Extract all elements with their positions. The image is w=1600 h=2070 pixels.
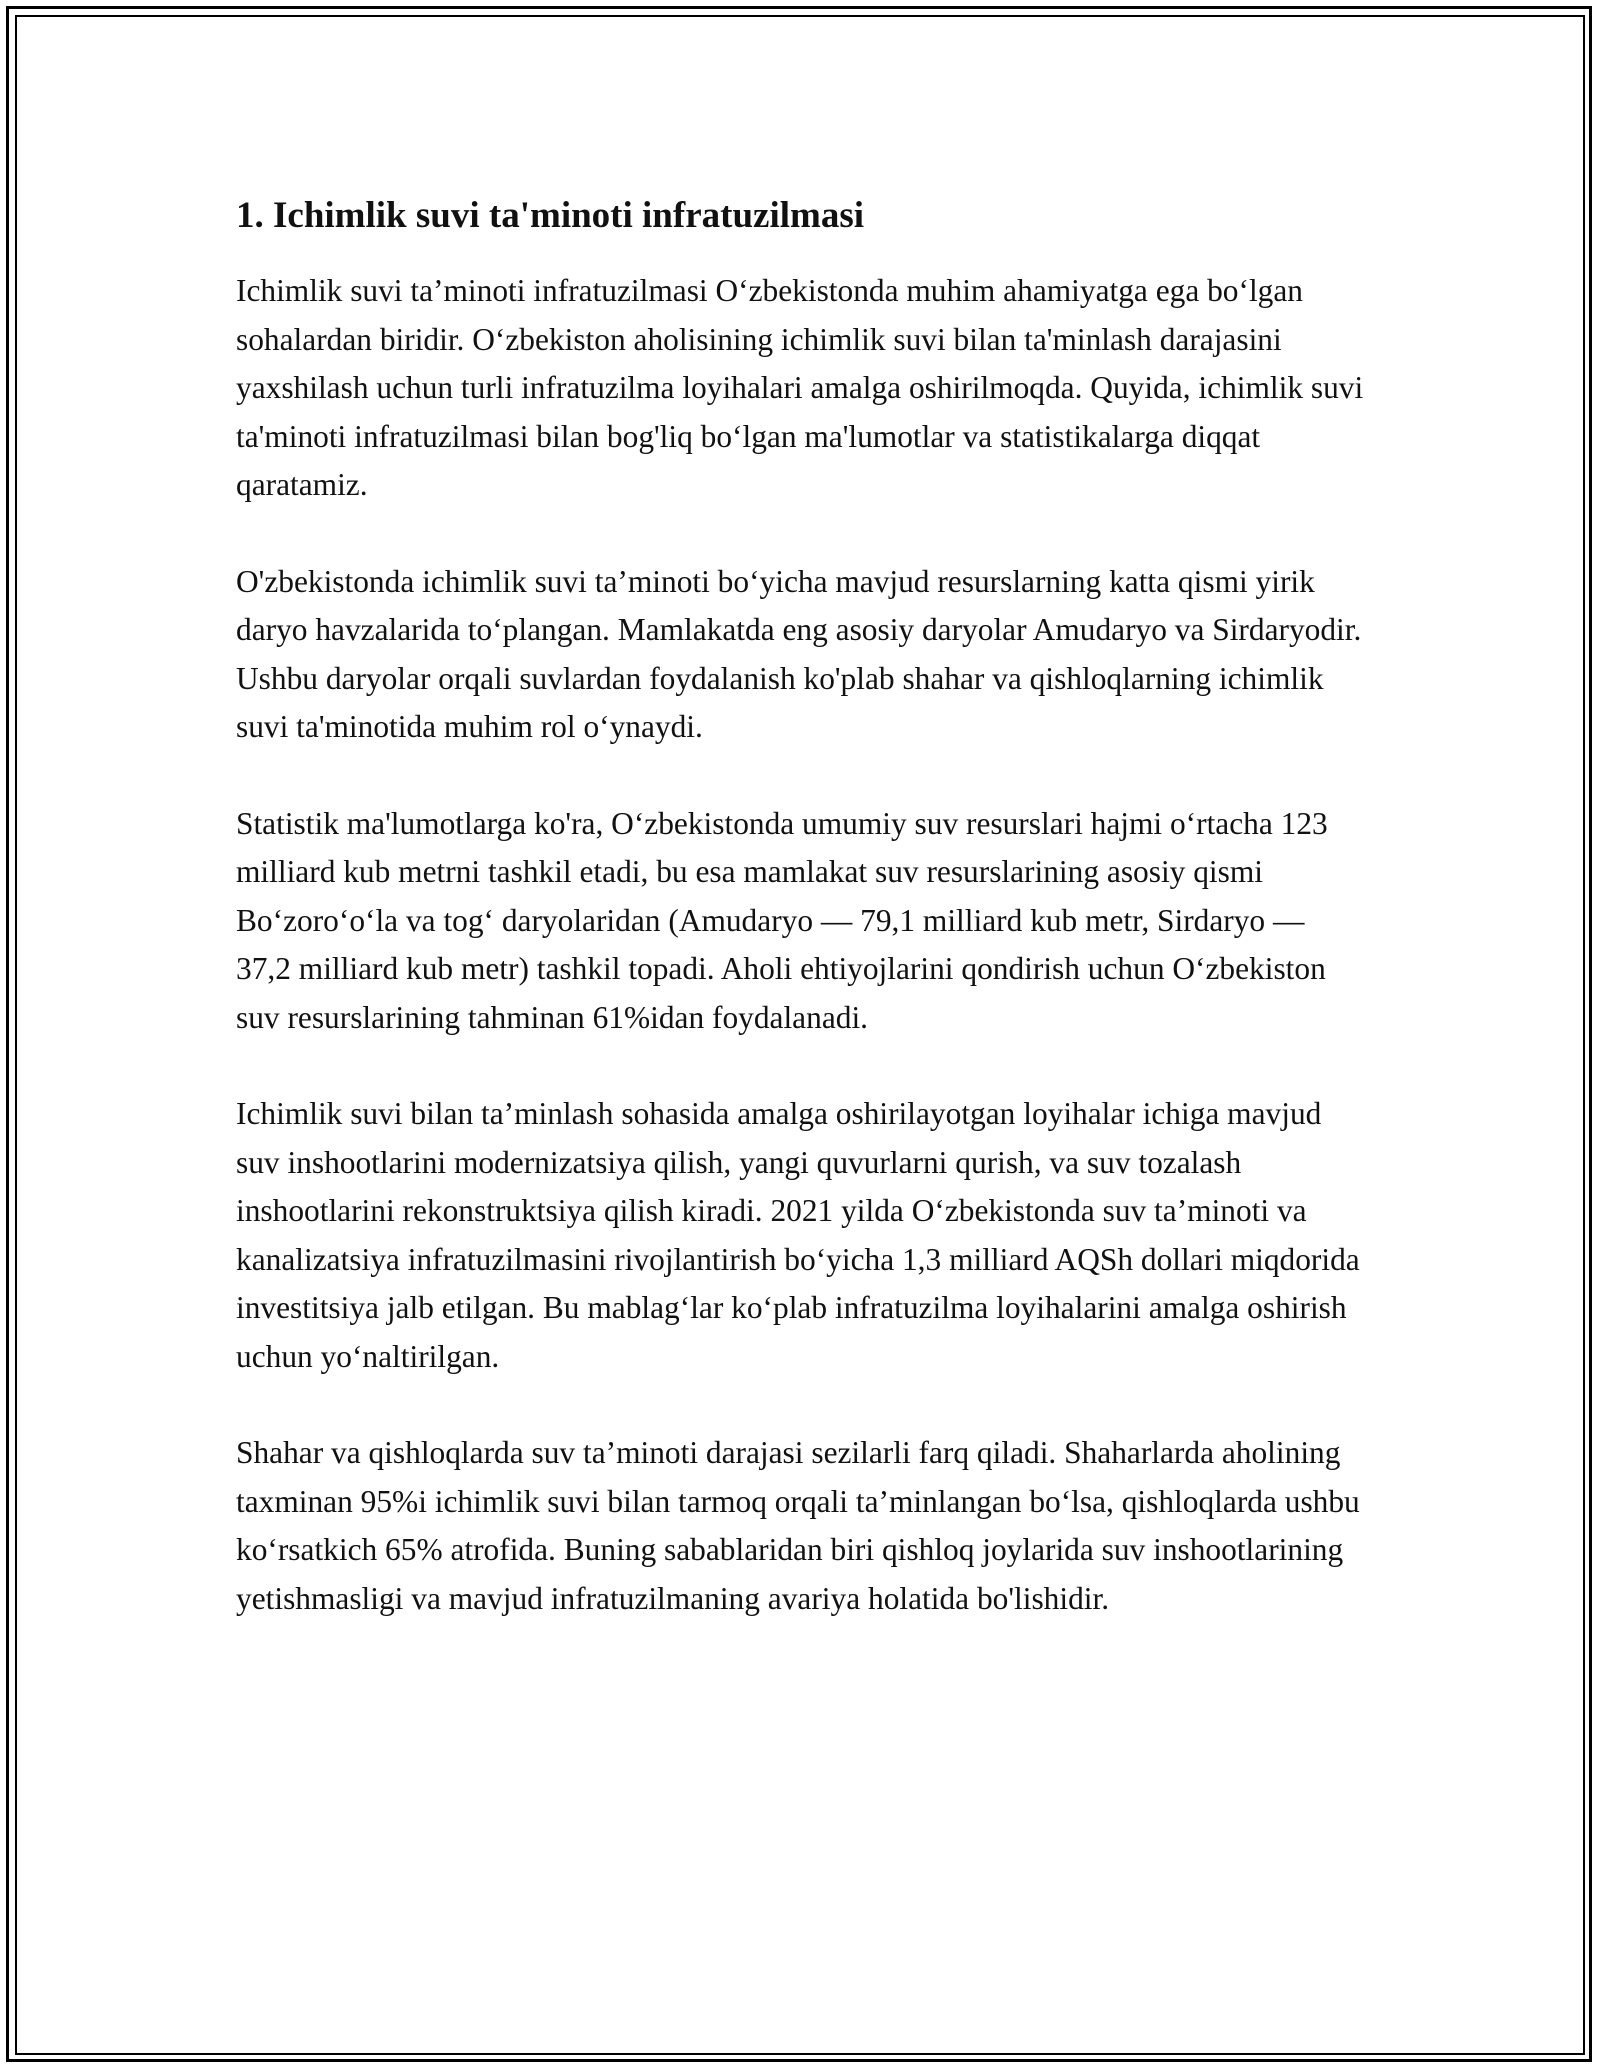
document-body [236,188,1366,1671]
paragraph-intro: Ichimlik suvi ta’minoti infratuzilmasi O‘zbekistonda muhim ahamiyatga ega bo‘lgan sohalardan biridir. O‘zbekiston aholisining ichimlik suvi bilan ta'minlash darajasini yaxshilash uchun turli infratuzilma loyihalari amalga oshirilmoqda. Quyida, ichimlik suvi ta'minoti infratuzilmasi bilan bog'liq bo‘lgan ma'lumotlar va statistikalarga diqqat qaratamiz. [236,273,1364,502]
paragraph-rivers: O'zbekistonda ichimlik suvi ta’minoti bo‘yicha mavjud resurslarning katta qismi yirik daryo havzalarida to‘plangan. Mamlakatda eng asosiy daryolar Amudaryo va Sirdaryodir. Ushbu daryolar orqali suvlardan foydalanish ko'plab shahar va qishloqlarning ichimlik suvi ta'minotida muhim rol o‘ynaydi. [236,563,1362,744]
paragraph-urban-rural: Shahar va qishloqlarda suv ta’minoti darajasi sezilarli farq qiladi. Shaharlarda aholining taxminan 95%i ichimlik suvi bilan tarmoq orqali ta’minlangan bo‘lsa, qishloqlarda ushbu ko‘rsatkich 65% atrofida. Buning sabablaridan biri qishloq joylarida suv inshootlarining yetishmasligi va mavjud infratuzilmaning avariya holatida bo'lishidir. [236,1435,1360,1616]
paragraph-statistics: Statistik ma'lumotlarga ko'ra, O‘zbekistonda umumiy suv resurslari hajmi o‘rtacha 123 milliard kub metrni tashkil etadi, bu esa mamlakat suv resurslarining asosiy qismi Bo‘zoro‘o‘la va tog‘ daryolaridan (Amudaryo — 79,1 milliard kub metr, Sirdaryo — 37,2 milliard kub metr) tashkil topadi. Aholi ehtiyojlarini qondirish uchun O‘zbekiston suv resurslarining tahminan 61%idan foydalanadi. [236,805,1328,1035]
paragraph-projects: Ichimlik suvi bilan ta’minlash sohasida amalga oshirilayotgan loyihalar ichiga mavjud suv inshootlarini modernizatsiya qilish, yangi quvurlarni qurish, va suv tozalash inshootlarini rekonstruktsiya qilish kiradi. 2021 yilda O‘zbekistonda suv ta’minoti va kanalizatsiya infratuzilmasini rivojlantirish bo‘yicha 1,3 milliard AQSh dollari miqdorida investitsiya jalb etilgan. Bu mablag‘lar ko‘plab infratuzilma loyihalarini amalga oshirish uchun yo‘naltirilgan. [236,1096,1360,1374]
section-heading: 1. Ichimlik suvi ta'minoti infratuzilmasi [236,195,865,236]
